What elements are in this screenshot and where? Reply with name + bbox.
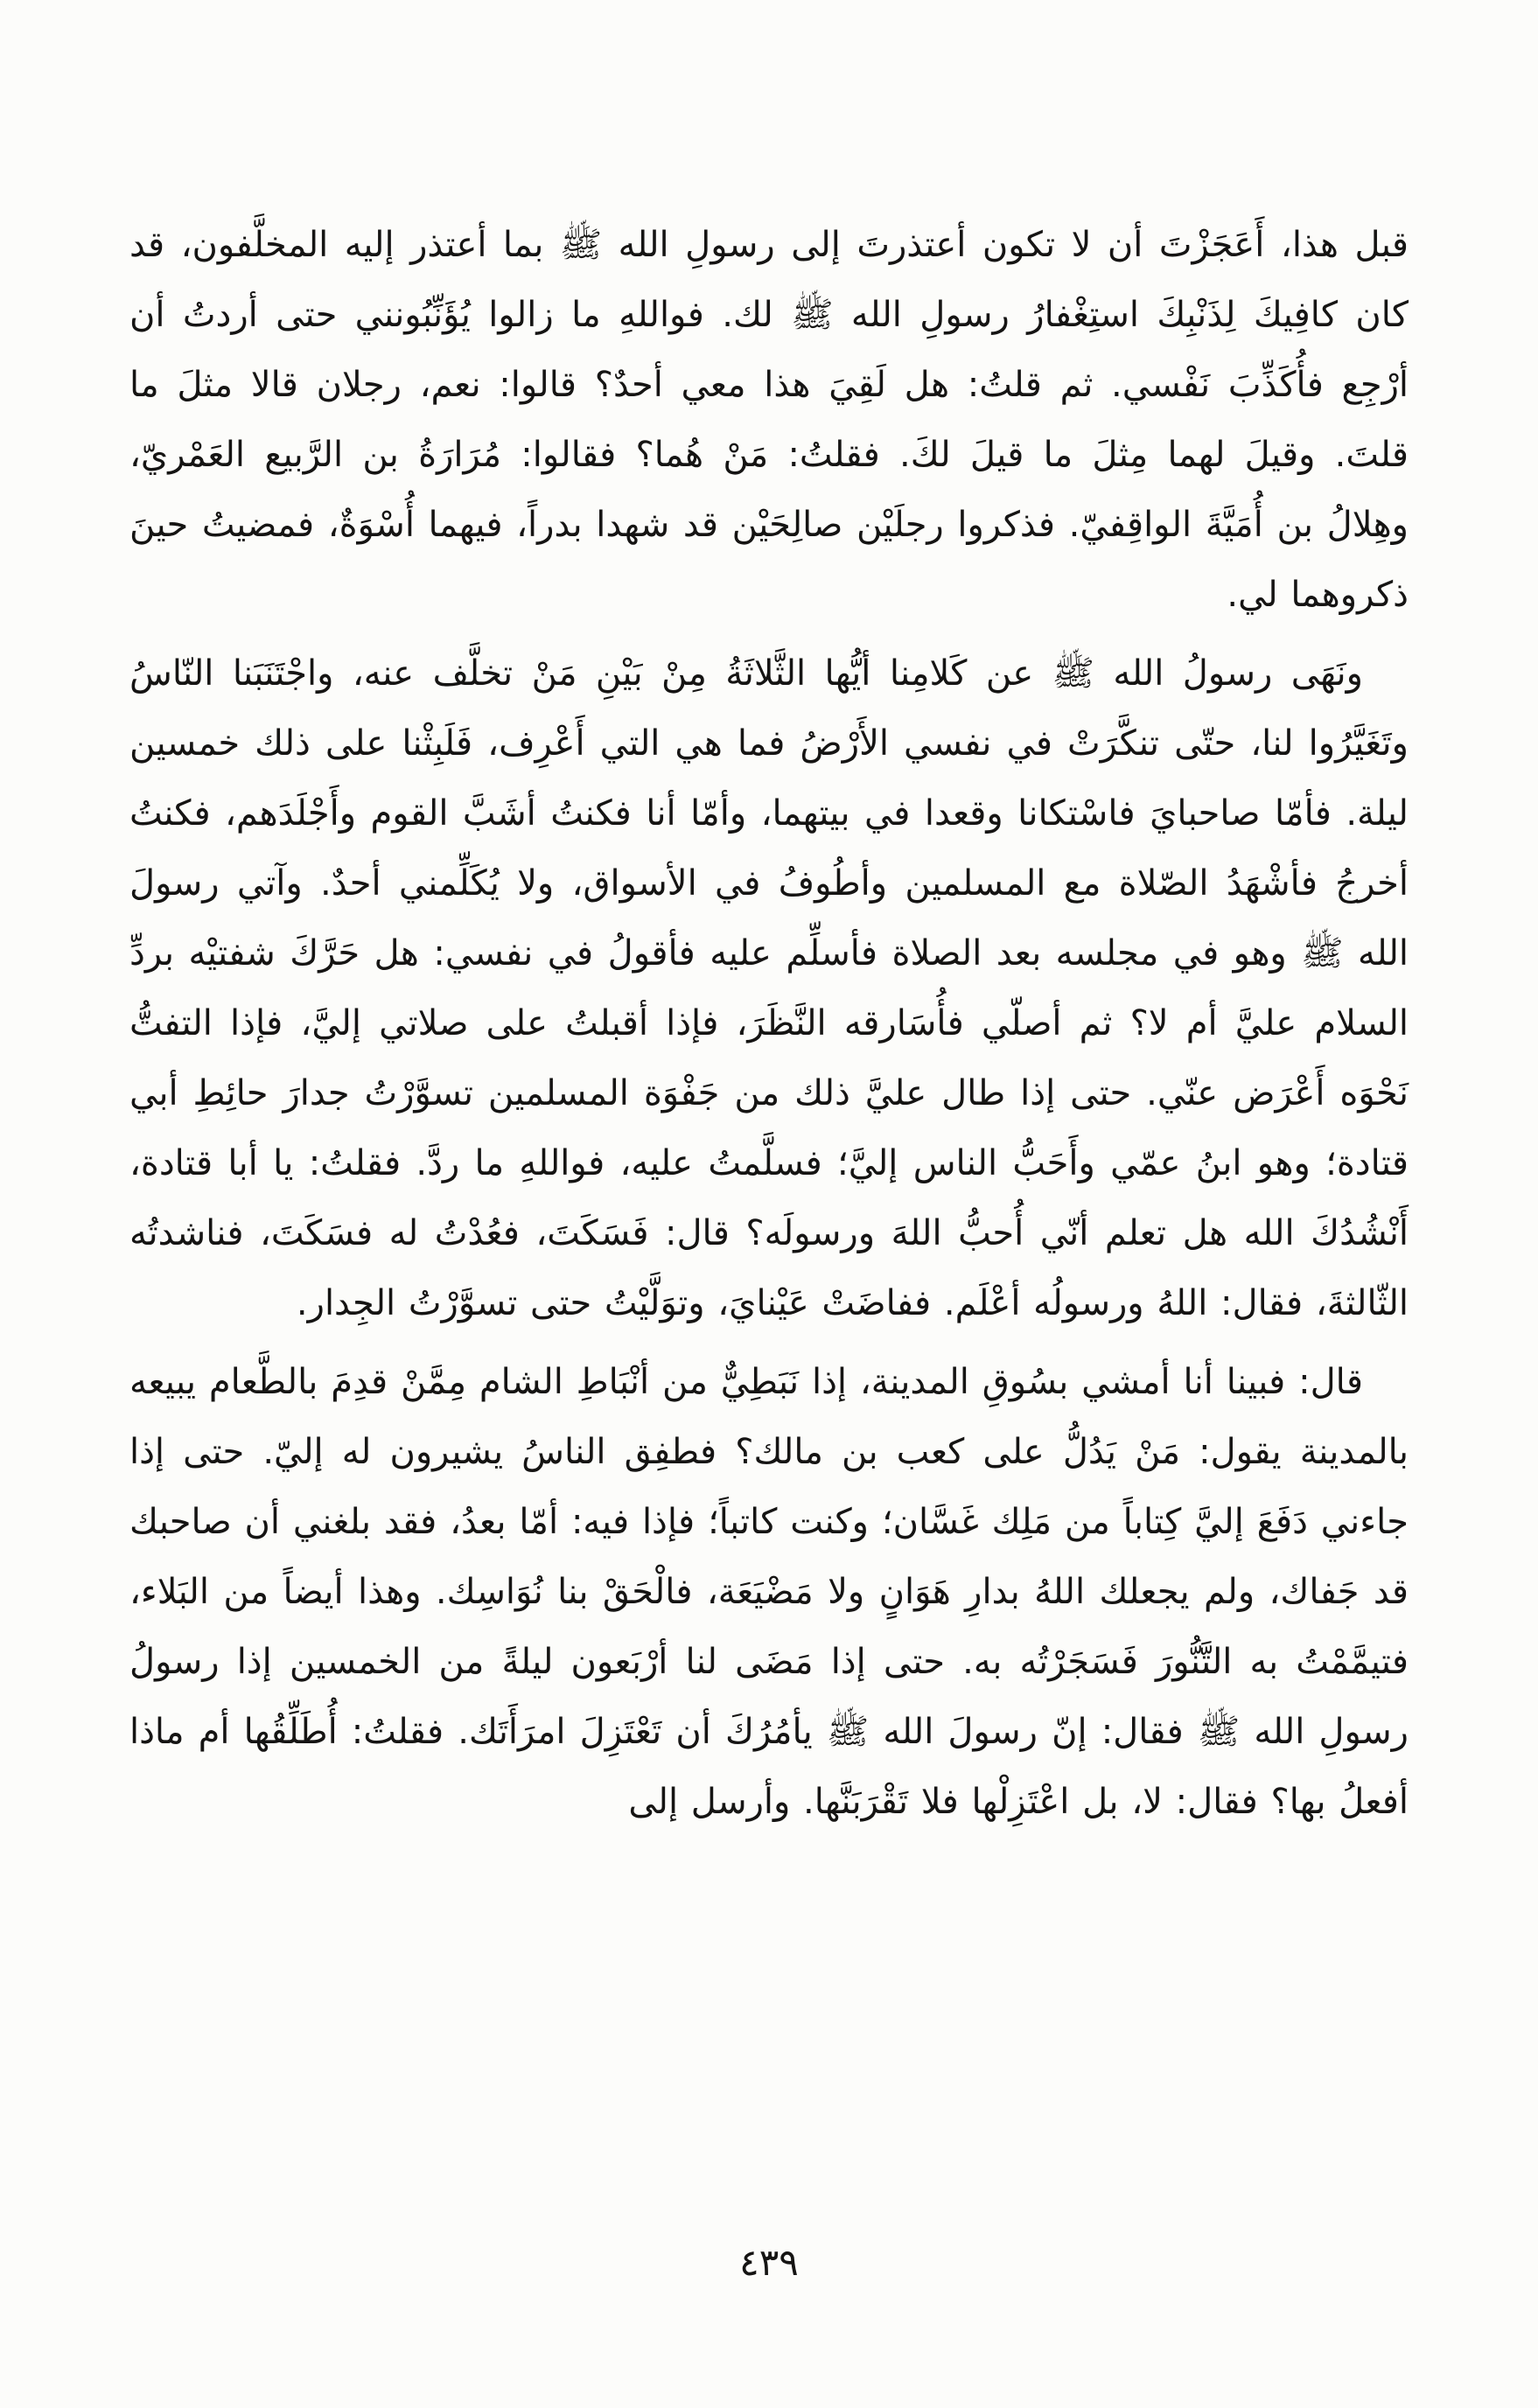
paragraph-market-and-letter: قال: فبينا أنا أمشي بسُوقِ المدينة، إذا نَبَطِيٌّ من أنْبَاطِ الشام مِمَّنْ قدِمَ بالطَّعام يبيعه بالمدينة يقول: مَنْ يَدُلُّ على كعب بن مالك؟ فطفِق الناسُ يشيرون له إليّ. حتى إذا جاءني دَفَعَ إليَّ كِتاباً من مَلِك غَسَّان؛ وكنت كاتباً؛ فإذا فيه: أمّا بعدُ، فقد بلغني أن صاحبك قد جَفاك، ولم يجعلك اللهُ بدارِ هَوَانٍ ولا مَضْيَعَة، فالْحَقْ بنا نُوَاسِك. وهذا أيضاً من البَلاء، فتيمَّمْتُ به التَّنُّورَ فَسَجَرْتُه به. حتى إذا مَضَى لنا أرْبَعون ليلةً من الخمسين إذا رسولُ رسولِ الله ﷺ فقال: إنّ رسولَ الله ﷺ يأمُرُكَ أن تَعْتَزِلَ امرَأَتَك. فقلتُ: أُطَلِّقُها أم ماذا أفعلُ بها؟ فقال: لا، بل اعْتَزِلْها فلا تَقْرَبَنَّها. وأرسل إلى: [129, 1362, 1409, 1822]
paragraph-prophet-forbade-speaking: ونَهَى رسولُ الله ﷺ عن كَلامِنا أيُّها الثَّلاثَةُ مِنْ بَيْنِ مَنْ تخلَّف عنه، واجْتَنَبَنا النّاسُ وتَغَيَّرُوا لنا، حتّى تنكَّرَتْ في نفسي الأَرْضُ فما هي التي أَعْرِف، فَلَبِثْنا على ذلك خمسين ليلة. فأمّا صاحبايَ فاسْتكانا وقعدا في بيتهما، وأمّا أنا فكنتُ أشَبَّ القوم وأَجْلَدَهم، فكنتُ أخرجُ فأشْهَدُ الصّلاة مع المسلمين وأطُوفُ في الأسواق، ولا يُكَلِّمني أحدٌ. وآتي رسولَ الله ﷺ وهو في مجلسه بعد الصلاة فأسلِّم عليه فأقولُ في نفسي: هل حَرَّكَ شفتيْه بردِّ السلام عليَّ أم لا؟ ثم أصلّي فأُسَارقه النَّظَرَ، فإذا أقبلتُ على صلاتي إليَّ، فإذا التفتُّ نَحْوَه أَعْرَض عنّي. حتى إذا طال عليَّ ذلك من جَفْوَة المسلمين تسوَّرْتُ جدارَ حائِطِ أبي قتادة؛ وهو ابنُ عمّي وأَحَبُّ الناس إليَّ؛ فسلَّمتُ عليه، فواللهِ ما ردَّ. فقلتُ: يا أبا قتادة، أَنْشُدُكَ الله هل تعلم أنّي أُحبُّ اللهَ ورسولَه؟ قال: فَسَكَتَ، فعُدْتُ له فسَكَتَ، فناشدتُه الثّالثةَ، فقال: اللهُ ورسولُه أعْلَم. ففاضَتْ عَيْنايَ، وتوَلَّيْتُ حتى تسوَّرْتُ الجِدار.: [129, 653, 1409, 1323]
page-number: ٤٣٩: [739, 2241, 799, 2284]
page-text-block: [129, 210, 1409, 1846]
paragraph-continuation: قبل هذا، أَعَجَزْتَ أن لا تكون أعتذرتَ إلى رسولِ الله ﷺ بما أعتذر إليه المخلَّفون، قد كان كافِيكَ لِذَنْبِكَ استِغْفارُ رسولِ الله ﷺ لك. فواللهِ ما زالوا يُؤَنِّبُونني حتى أردتُ أن أرْجِع فأُكَذِّبَ نَفْسي. ثم قلتُ: هل لَقِيَ هذا معي أحدٌ؟ قالوا: نعم، رجلان قالا مثلَ ما قلتَ. وقيلَ لهما مِثلَ ما قيلَ لكَ. فقلتُ: مَنْ هُما؟ فقالوا: مُرَارَةُ بن الرَّبيع العَمْريّ، وهِلالُ بن أُمَيَّةَ الواقِفيّ. فذكروا رجلَيْن صالِحَيْن قد شهدا بدراً، فيهما أُسْوَةٌ، فمضيتُ حينَ ذكروهما لي.: [129, 225, 1409, 615]
